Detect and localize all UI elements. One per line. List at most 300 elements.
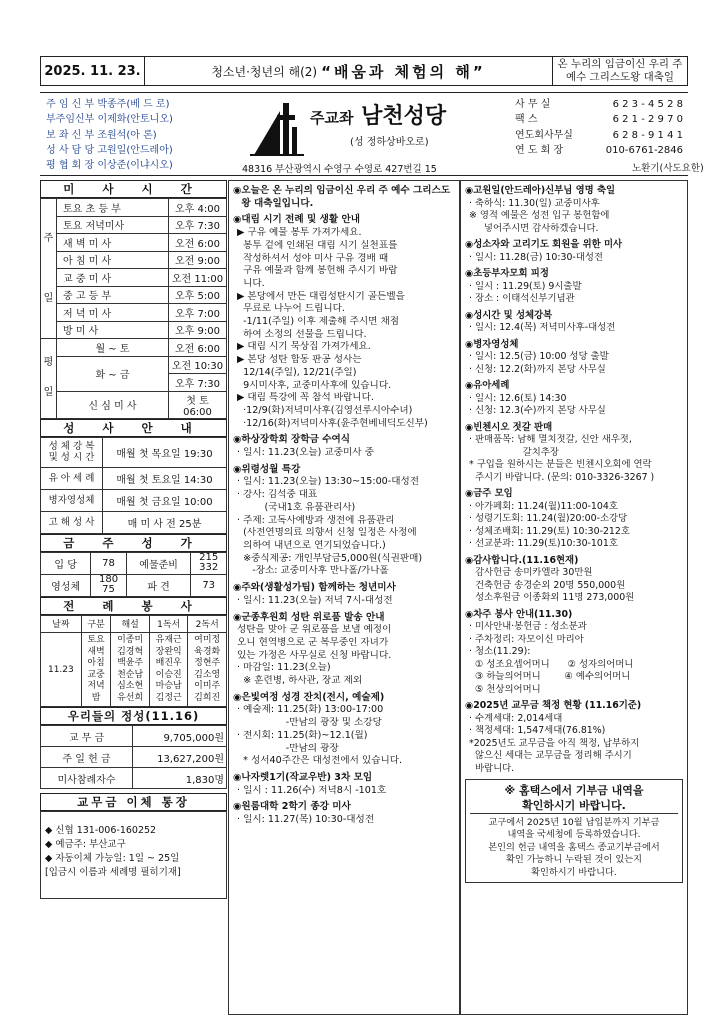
sincerity-title: 우리들의 정성(11.16) (40, 707, 227, 725)
mass-time: 오후 7:00 (169, 304, 227, 322)
church-prefix: 주교좌 (310, 109, 354, 127)
notice-section (233, 214, 455, 430)
altar-cell: 배진우 (155, 658, 182, 668)
weekday-char: 평 (43, 357, 54, 369)
hometax-line: 교구에서 2025년 10월 납입분까지 기부금 (488, 817, 660, 828)
altar-cell: 밤 (91, 692, 101, 703)
mass-name: 화 ~ 금 (57, 356, 169, 391)
notice-line: · 일시: 11.23(오늘) 13:30~15:00-대성전 (237, 476, 420, 488)
notice-line: ※ 훈련병, 하사관, 장교 제외 (237, 675, 363, 687)
notice-line: -1/11(주일) 이후 제출해 주시면 채점 (237, 316, 399, 328)
church-title: 남천성당 (361, 104, 447, 129)
contact-value: 6 2 8 - 9 1 4 1 (612, 129, 683, 141)
notice-line: · 예술제: 11.25(화) 13:00-17:00 (237, 704, 384, 716)
sacrament-title: 성 사 안 내 (40, 419, 227, 437)
hymn-title: 금 주 성 가 (40, 534, 227, 552)
mass-time: 오전 6:00 (169, 234, 227, 252)
altar-cell: 장완익 (155, 646, 182, 657)
feast-motto (553, 57, 687, 85)
altar-cell: 여미정 (194, 635, 221, 645)
notice-heading (233, 214, 455, 227)
altar-row (41, 633, 227, 707)
notice-line: ·12/9(화)저녁미사후(김영선루시아수녀) (237, 404, 413, 416)
mass-row (41, 391, 227, 418)
notice-section (233, 692, 455, 768)
sincerity-label: 주 일 헌 금 (41, 747, 133, 768)
notice-line: · 장소 : 이태석신부기념관 (469, 293, 575, 304)
contact-label: 팩 스 (515, 114, 538, 126)
weekday-char: 일 (43, 387, 54, 399)
sacrament-time: 매 미 사 전 25분 (103, 511, 227, 533)
notice-line: · 아가페회: 11.24(월)11:00-104호 (469, 500, 618, 512)
notice-line: · 판매품목: 남해 멸치젓갈, 신안 새우젓, (469, 434, 632, 445)
notice-line: 넣어주시면 감사하겠습니다. (469, 222, 599, 234)
bullet-icon: ◉ (465, 185, 474, 196)
notice-line: · 신청: 12.3(수)까지 본당 사무실 (469, 405, 606, 416)
contact-label: 연도회사무실 (515, 129, 573, 141)
notice-section (465, 380, 683, 418)
church-logo-icon (250, 101, 304, 157)
altar-cell: 이미주 (194, 681, 221, 691)
transfer-line: [입금시 이름과 세례명 필히기재] (45, 867, 181, 878)
mass-name: 교 중 미 사 (57, 269, 169, 287)
notice-line: -만남의 광장 및 소강당 (237, 717, 382, 729)
notice-line: · 마감일: 11.23(오늘) (237, 662, 331, 674)
church-header (40, 92, 704, 176)
bullet-icon: ◉ (465, 608, 474, 620)
notice-line: 갈치추장 (469, 446, 559, 458)
notice-line: 감사헌금 송미카엘라 30만원 (469, 567, 593, 578)
notice-line: 건축헌금 송경순외 20명 550,000원 (469, 579, 626, 591)
transfer-line: ◆ 신협 131-006-160252 (45, 825, 157, 836)
notice-line: ③ 하늘의어머니 ④ 예수의어머니 (469, 671, 631, 682)
notice-section (233, 612, 455, 688)
contact-list (515, 97, 683, 158)
notice-line: ① 성조요셉어머니 ② 성자의어머니 (469, 658, 634, 670)
mass-name: 월 ~ 토 (57, 339, 169, 357)
notice-line: · 선교분과: 11.29(토)10:30-101호 (469, 538, 618, 549)
sacrament-name: 고 해 성 사 (41, 511, 103, 533)
bullet-icon: ◉ (233, 214, 242, 226)
bullet-icon: ◉ (465, 309, 474, 321)
notice-line: 성탄을 맞아 군 위로품을 보낼 예정이 (237, 624, 392, 636)
bullet-icon: ◉ (465, 488, 474, 499)
hymn-table (40, 552, 227, 597)
church-patron: (성 정하상바오로) (350, 137, 429, 148)
hymn-value: 78 (91, 552, 127, 574)
notice-section (465, 310, 683, 335)
altar-head-cell: 1독서 (149, 615, 188, 633)
notice-line: · 수계세대: 2,014세대 (469, 712, 563, 724)
staff-item: 주 임 신 부 박종주(베 드 로) (46, 99, 170, 110)
altar-cell: 마승남 (155, 681, 182, 691)
notice-line: 구유 예물과 함께 봉헌해 주시기 바랍 (237, 265, 398, 277)
altar-col (111, 633, 150, 707)
theme-prefix: 청소년·청년의 해(2) (211, 64, 318, 79)
transfer-title: 교무금 이체 통장 (40, 793, 227, 811)
bullet-icon: ◉ (233, 691, 242, 703)
altar-date: 11.23 (41, 633, 82, 707)
altar-col (188, 633, 227, 707)
notice-section (233, 582, 455, 607)
notice-line: · 신청: 12.2(화)까지 본당 사무실 (469, 363, 606, 375)
sunday-char: 일 (43, 292, 54, 304)
sacrament-name: 유 아 세 례 (41, 467, 103, 489)
bullet-icon: ◉ (233, 801, 242, 813)
sincerity-value: 1,830명 (133, 768, 227, 789)
sacrament-name: 병자영성체 (41, 489, 103, 511)
notice-section (233, 772, 455, 797)
notice-section (465, 185, 683, 235)
notice-column (228, 180, 460, 1015)
bullet-icon: ◉ (233, 771, 242, 783)
staff-item: 보 좌 신 부 조원석(아 론) (46, 129, 157, 141)
notice-line: ▶ 대림 특강에 꼭 참석 바랍니다. (237, 392, 374, 404)
mass-row (41, 216, 227, 234)
notice-line: * 성서40주간은 대성전에서 있습니다. (237, 755, 403, 767)
staff-item: 성 사 담 당 고원일(안드레아) (46, 144, 173, 156)
notice-heading (233, 464, 455, 477)
notice-heading-text: 오늘은 온 누리의 임금이신 우리 주 예수 그리스도왕 대축일입니다. (241, 185, 451, 209)
sacrament-row (41, 489, 227, 511)
hometax-line: 확인 가능하니 누락된 것이 있는지 (506, 854, 642, 866)
sunday-char: 주 (43, 232, 54, 244)
notice-line: 9시미사후, 교중미사후에 있습니다. (237, 379, 392, 391)
hometax-line: 확인하시기 바랍니다. (531, 866, 617, 878)
notice-line: · 일시: 11.23(오늘) 교중미사 중 (237, 447, 374, 459)
hometax-line: 내역을 국세청에 등록하였습니다. (507, 829, 641, 841)
notice-line: ·12/16(화)저녁미사후(윤주현베네딕도신부) (237, 417, 428, 429)
bullet-icon: ◉ (465, 700, 474, 711)
sincerity-value: 9,705,000원 (133, 726, 227, 747)
transfer-line: ◆ 자동이체 가능일: 1일 ~ 25일 (45, 853, 180, 864)
notice-line: 바랍니다. (469, 762, 515, 774)
mass-time: 오전 6:00 (169, 339, 227, 357)
notice-heading-text: 병자영성체 (473, 338, 519, 350)
mass-name: 새 벽 미 사 (57, 234, 169, 252)
bullet-icon: ◉ (465, 554, 474, 566)
contact-value: 010-6761-2846 (605, 144, 683, 156)
mass-name: 중 고 등 부 (57, 286, 169, 304)
altar-cell: 심소현 (117, 681, 144, 691)
notice-line: 무료로 나누어 드립니다. (237, 303, 345, 315)
mass-time: 오전 9:00 (169, 251, 227, 269)
hymn-label: 예물준비 (126, 552, 191, 574)
mass-name: 토요 초 등 부 (57, 199, 169, 217)
contact-row (515, 143, 683, 158)
altar-cell: 정현주 (194, 658, 221, 668)
mass-name: 아 침 미 사 (57, 251, 169, 269)
contact-value: 6 2 1 - 2 9 7 0 (612, 114, 683, 126)
altar-cell: 이종미 (117, 635, 144, 645)
mass-time: 오후 7:30 (169, 216, 227, 234)
contact-label: 사 무 실 (515, 99, 551, 110)
notice-line: · 일시: 11.23(오늘) 저녁 7시-대성전 (237, 594, 393, 606)
transfer-box (40, 811, 227, 899)
staff-item: 부주임신부 이제화(안토니오) (46, 114, 173, 126)
notice-line: · 전시회: 11.25(화)~12.1(월) (237, 729, 368, 741)
contact-row (515, 97, 683, 112)
notice-line: · 일시: 12.4(목) 저녁미사후-대성전 (469, 322, 616, 333)
contact-row (515, 112, 683, 127)
sincerity-table (40, 725, 227, 789)
notice-heading (465, 185, 683, 198)
top-bar (40, 56, 688, 86)
altar-head-cell: 해설 (111, 615, 150, 633)
hymn-label: 영성체 (41, 574, 91, 596)
notice-line: 성소후원금 이종화외 11명 273,000원 (469, 592, 635, 603)
notice-section (465, 488, 683, 551)
altar-head-cell: 날짜 (41, 615, 82, 633)
mass-row (41, 269, 227, 287)
notice-line: 하여 소정의 선물을 드립니다. (237, 328, 367, 340)
notice-section (465, 609, 683, 697)
altar-cell: 교중 (87, 669, 105, 680)
bullet-icon: ◉ (233, 463, 242, 475)
bullet-icon: ◉ (465, 268, 474, 279)
church-address: 48316 부산광역시 수영구 수영로 427번길 15 (242, 164, 437, 175)
sincerity-label: 교 무 금 (41, 726, 133, 747)
notice-line: 않으신 세대는 교무금을 정리해 주시기 (469, 750, 632, 761)
sacrament-table (40, 437, 227, 534)
mass-title: 미 사 시 간 (40, 180, 227, 198)
contact-label: 연 도 회 장 (515, 144, 564, 156)
staff-list (46, 97, 173, 173)
hometax-box (465, 779, 683, 883)
notice-heading (465, 609, 683, 622)
notice-heading-text: 은빛여정 성경 잔치(전시, 예술제) (241, 691, 385, 703)
altar-cell: 육경화 (194, 646, 221, 657)
notice-heading-text: 위령성월 특강 (241, 463, 301, 475)
sincerity-row (41, 768, 227, 789)
notice-section (233, 185, 455, 210)
notice-heading-text: 군종후원회 성탄 위로품 발송 안내 (241, 611, 385, 623)
mass-row (41, 356, 227, 374)
mass-name: 신 심 미 사 (57, 391, 169, 418)
bullet-icon: ◉ (465, 421, 474, 433)
notice-section (465, 555, 683, 605)
sacrament-row (41, 437, 227, 467)
sacrament-time: 매월 첫 목요일 19:30 (103, 437, 227, 467)
notice-heading-text: 감사합니다.(11.16현재) (473, 554, 579, 566)
bullet-icon: ◉ (233, 185, 242, 196)
church-name (310, 99, 446, 130)
notice-heading-text: 초등부자모회 피정 (473, 268, 549, 279)
notice-heading-text: 성시간 및 성체강복 (473, 309, 553, 321)
notice-heading-text: 대림 시기 전례 및 생활 안내 (241, 214, 361, 226)
notice-line: (사전연명의료 의향서 신청 일정은 사정에 (237, 527, 417, 539)
notice-heading (233, 185, 455, 210)
motto-line-1: 온 누리의 임금이신 우리 주 (557, 58, 683, 70)
notice-heading-text: 2025년 교무금 책정 현황 (11.16기준) (473, 700, 642, 711)
mass-time: 오후 4:00 (169, 199, 227, 217)
bullet-icon: ◉ (465, 338, 474, 350)
notice-line: · 주제: 고독사예방과 생전에 유품관리 (237, 514, 395, 526)
mass-time: 첫 토 06:00 (169, 391, 227, 418)
altar-cell: 김희진 (194, 692, 221, 703)
sincerity-row (41, 747, 227, 768)
bullet-icon: ◉ (233, 434, 242, 446)
notice-heading-text: 차주 봉사 안내(11.30) (473, 608, 573, 620)
notice-heading (465, 380, 683, 393)
sincerity-value: 13,627,200원 (133, 747, 227, 768)
notice-line: · 청소(11.29): (469, 646, 531, 657)
notice-section (465, 239, 683, 264)
mass-row (41, 304, 227, 322)
notice-line: 12/14(주일), 12/21(주일) (237, 366, 357, 378)
notice-line: (국내1호 유품관리사) (237, 501, 356, 513)
sincerity-row (41, 726, 227, 747)
notice-heading-text: 원룸대학 2학기 종강 미사 (241, 801, 351, 813)
notice-line: · 성령기도회: 11.24(월)20:00-소강당 (469, 513, 628, 524)
notice-line: · 일시 : 11.29(토) 9시출발 (469, 280, 582, 292)
notice-line: · 책정세대: 1,547세대(76.81%) (469, 725, 606, 736)
mass-row (41, 199, 227, 217)
notice-line: 주시기 바랍니다. (문의: 010-3326-3267 ) (469, 471, 655, 483)
notice-line: · 미사안내·봉헌금 : 성소분과 (469, 621, 587, 632)
notice-heading-text: 유아세례 (473, 380, 510, 391)
altar-head-cell: 2독서 (188, 615, 227, 633)
notice-heading-text: 나자렛1기(작교우반) 3차 모임 (241, 771, 373, 783)
notice-heading (465, 310, 683, 323)
notice-line: · 주차정리: 자모이신 마리아 (469, 633, 584, 645)
notice-line: ※ 영적 예물은 성전 입구 봉헌함에 (469, 210, 610, 221)
notice-heading (465, 268, 683, 281)
altar-title: 전 례 봉 사 (40, 597, 227, 615)
notice-heading (465, 488, 683, 501)
altar-cell: 김소영 (194, 669, 221, 680)
mass-name: 방 미 사 (57, 321, 169, 339)
weekday-label (41, 339, 57, 419)
bullet-icon: ◉ (465, 380, 474, 391)
bullet-icon: ◉ (465, 239, 474, 250)
notice-line: ▶ 구유 예물 봉투 가져가세요. (237, 227, 362, 239)
notice-heading-text: 금주 모임 (473, 488, 513, 499)
notice-line: 봉투 겉에 인쇄된 대림 시기 실천표를 (237, 239, 398, 251)
mass-row (41, 234, 227, 252)
notice-heading-text: 주와(생활성가팀) 함께하는 청년미사 (241, 582, 396, 594)
mass-time: 오전 10:30 (169, 356, 227, 374)
hometax-title: ※ 홈택스에서 기부금 내역을 (504, 784, 644, 797)
motto-line-2: 예수 그리스도왕 대축일 (565, 71, 675, 83)
notice-section (233, 801, 455, 826)
mass-row (41, 251, 227, 269)
year-theme (145, 57, 553, 85)
altar-table (40, 615, 227, 708)
notice-line: · 성체조배회: 11.29(토) 10:30-212호 (469, 525, 630, 537)
notice-line: ▶ 본당 성탄 합동 판공 성사는 (237, 354, 362, 366)
staff-item: 평 협 회 장 이상준(이냐시오) (46, 160, 173, 172)
notice-line: *2025년도 교무금을 아직 책정, 납부하지 (469, 737, 640, 749)
notice-section (233, 434, 455, 459)
notice-heading-text: 하상장학회 장학금 수여식 (241, 434, 350, 446)
notice-heading-text: 고원일(안드레아)신부님 영명 축일 (473, 185, 616, 196)
altar-cell: 새벽 (87, 646, 105, 657)
hymn-value: 73 (191, 574, 227, 596)
notice-line: ▶ 본당에서 만든 대림성탄시기 골든벨을 (237, 290, 405, 302)
notice-section (465, 268, 683, 306)
notice-heading (233, 692, 455, 705)
sacrament-time: 매월 첫 토요일 14:30 (103, 467, 227, 489)
mass-time: 오후 9:00 (169, 321, 227, 339)
news-column (460, 180, 688, 1015)
notice-heading-text: 성소자와 고리기도 회원을 위한 미사 (473, 239, 623, 250)
sincerity-label: 미사참례자수 (41, 768, 133, 789)
theme-main: “배움과 체험의 해” (321, 62, 486, 81)
notice-heading (233, 801, 455, 814)
notice-heading (465, 339, 683, 352)
notice-line: 있는 가정은 사무실로 신청 바랍니다. (237, 649, 392, 661)
altar-cell: 백윤주 (117, 658, 144, 668)
bullet-icon: ◉ (233, 582, 242, 594)
transfer-line: ◆ 예금주: 부산교구 (45, 839, 126, 850)
notice-section (233, 464, 455, 578)
hometax-title: 확인하시기 바랍니다. (470, 798, 678, 814)
bullet-icon: ◉ (233, 611, 242, 623)
altar-cell: 유재근 (155, 635, 182, 645)
left-column (40, 180, 227, 1015)
notice-section (465, 339, 683, 377)
mass-name: 토요 저녁미사 (57, 216, 169, 234)
notice-heading (465, 239, 683, 252)
notice-line: -만남의 광장 (237, 742, 339, 754)
issue-date: 2025. 11. 23. (41, 57, 145, 85)
sacrament-name: 성 체 강 복 및 성 시 간 (41, 437, 103, 467)
notice-line: ▶ 대림 시기 묵상집 가져가세요. (237, 341, 371, 353)
notice-line: * 구입을 원하시는 분들은 빈첸시오회에 연락 (469, 459, 652, 470)
notice-heading (233, 772, 455, 785)
notice-heading (465, 555, 683, 568)
hymn-value: 215 332 (191, 552, 227, 574)
altar-cell: 이승진 (155, 669, 182, 680)
altar-cell: 천순남 (117, 669, 144, 680)
altar-cell: 김정근 (155, 692, 182, 703)
altar-col (149, 633, 188, 707)
sacrament-row (41, 511, 227, 533)
notice-line: · 일시: 11.27(목) 10:30-대성전 (237, 814, 375, 826)
altar-cell: 김경혁 (117, 646, 144, 657)
hymn-label: 파 견 (126, 574, 191, 596)
altar-head-cell: 구분 (81, 615, 111, 633)
notice-line: · 일시 : 11.26(수) 저녁8시 -101호 (237, 784, 387, 796)
mass-time: 오후 5:00 (169, 286, 227, 304)
hymn-value: 180 75 (91, 574, 127, 596)
mass-time: 오후 7:30 (169, 374, 227, 392)
mass-table (40, 198, 227, 419)
notice-heading (465, 422, 683, 435)
notice-line: 오니 현역병으로 군 복무중인 자녀가 (237, 636, 389, 648)
altar-cell: 토요 (87, 635, 105, 645)
notice-line: ⑤ 천상의어머니 (469, 683, 541, 695)
notice-line: ※중식제공: 개인부담금5,000원(식권판매) (237, 552, 423, 564)
notice-line: 의하여 내년으로 연기되었습니다.) (237, 539, 386, 551)
altar-cell: 유선희 (117, 692, 144, 703)
nohwang-contact: 노환기(사도요한) (632, 163, 704, 174)
sacrament-time: 매월 첫 금요일 10:00 (103, 489, 227, 511)
altar-cell: 저녁 (87, 681, 105, 691)
notice-line: · 일시: 12.6(토) 14:30 (469, 392, 567, 404)
notice-line: 작성하셔서 성야 미사 구유 경배 때 (237, 252, 389, 264)
notice-heading-text: 빈첸시오 젓갈 판매 (473, 421, 553, 433)
notice-heading (233, 582, 455, 595)
sunday-label (41, 199, 57, 339)
notice-line: 니다. (237, 277, 265, 289)
notice-section (465, 700, 683, 775)
contact-value: 6 2 3 - 4 5 2 8 (612, 99, 683, 110)
notice-heading (465, 700, 683, 713)
altar-cell: 아침 (87, 658, 105, 668)
notice-line: -장소: 교중미사후 만나홀/가나홀 (237, 565, 389, 577)
